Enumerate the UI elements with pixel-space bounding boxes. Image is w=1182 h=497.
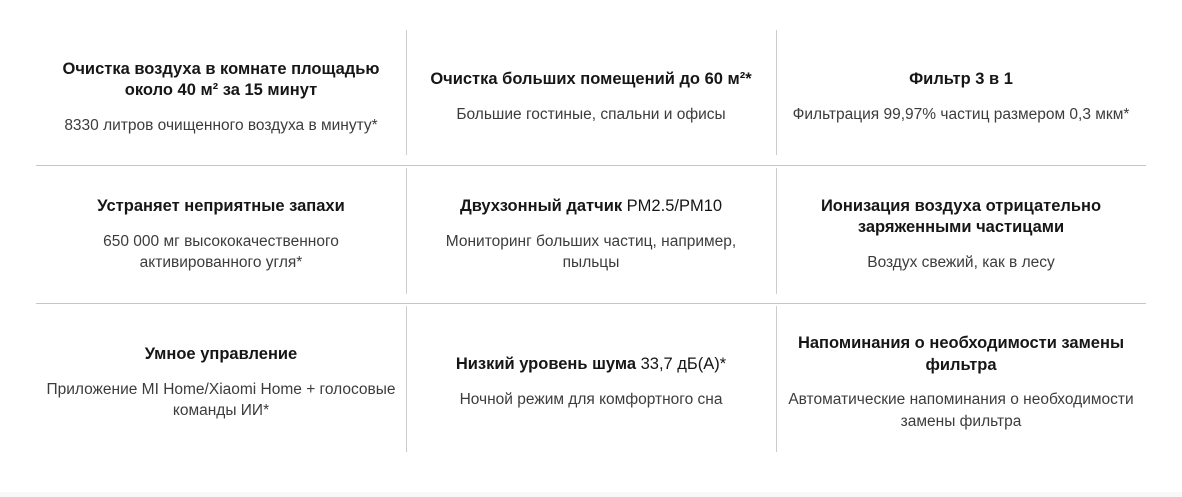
feature-title-bold: Устраняет неприятные запахи	[97, 196, 345, 215]
feature-title-bold: Очистка больших помещений до 60 м²*	[430, 70, 752, 89]
feature-title-bold: Двухзонный датчик	[459, 196, 623, 215]
feature-card-odor-removal	[36, 166, 406, 303]
feature-title	[430, 69, 751, 91]
feature-subtitle: 650 000 мг высококачественного активированного угля*	[103, 232, 339, 271]
features-row-2	[36, 166, 1146, 304]
feature-subtitle: Ночной режим для комфортного сна	[459, 391, 723, 409]
feature-title-regular: PM2.5/PM10	[622, 196, 723, 215]
feature-title-bold: Умное управление	[144, 344, 298, 363]
features-row-3	[36, 304, 1146, 461]
features-row-1	[36, 30, 1146, 166]
feature-title-regular: 33,7 дБ(А)*	[636, 355, 727, 374]
feature-title	[145, 344, 298, 366]
feature-subtitle: Большие гостиные, спальни и офисы	[456, 106, 726, 124]
feature-subtitle: Фильтрация 99,97% частиц размером 0,3 мкм*	[792, 106, 1130, 124]
feature-subtitle: Приложение MI Home/Xiaomi Home + голосовые команды ИИ*	[46, 380, 396, 419]
feature-subtitle: Автоматические напоминания о необходимости замены фильтра	[788, 391, 1134, 430]
feature-title-bold: Напоминания о необходимости замены фильтра	[797, 333, 1125, 374]
feature-card-dual-sensor	[406, 166, 776, 303]
feature-subtitle: Воздух свежий, как в лесу	[867, 254, 1055, 272]
feature-title-bold: Ионизация воздуха отрицательно заряженными частицами	[820, 196, 1102, 237]
features-grid	[36, 0, 1146, 461]
feature-subtitle: 8330 литров очищенного воздуха в минуту*	[64, 117, 378, 135]
feature-title	[909, 69, 1013, 91]
feature-title	[456, 354, 726, 376]
feature-title-bold: Фильтр 3 в 1	[909, 70, 1013, 89]
feature-title	[786, 333, 1136, 377]
feature-title	[786, 196, 1136, 240]
feature-card-low-noise	[406, 304, 776, 461]
feature-title-bold: Низкий уровень шума	[455, 355, 637, 374]
feature-title	[460, 196, 722, 218]
feature-subtitle: Мониторинг больших частиц, например, пыльцы	[445, 232, 737, 271]
feature-card-filter-reminder	[776, 304, 1146, 461]
feature-title-bold: Очистка воздуха в комнате площадью около 40 м² за 15 минут	[62, 59, 380, 100]
feature-card-large-rooms	[406, 30, 776, 165]
feature-card-smart-control	[36, 304, 406, 461]
feature-card-filter-3in1	[776, 30, 1146, 165]
feature-title	[46, 59, 396, 103]
feature-card-room-cleaning-speed	[36, 30, 406, 165]
feature-title	[97, 196, 344, 218]
feature-card-ionization	[776, 166, 1146, 303]
section-bottom-strip	[0, 492, 1182, 497]
